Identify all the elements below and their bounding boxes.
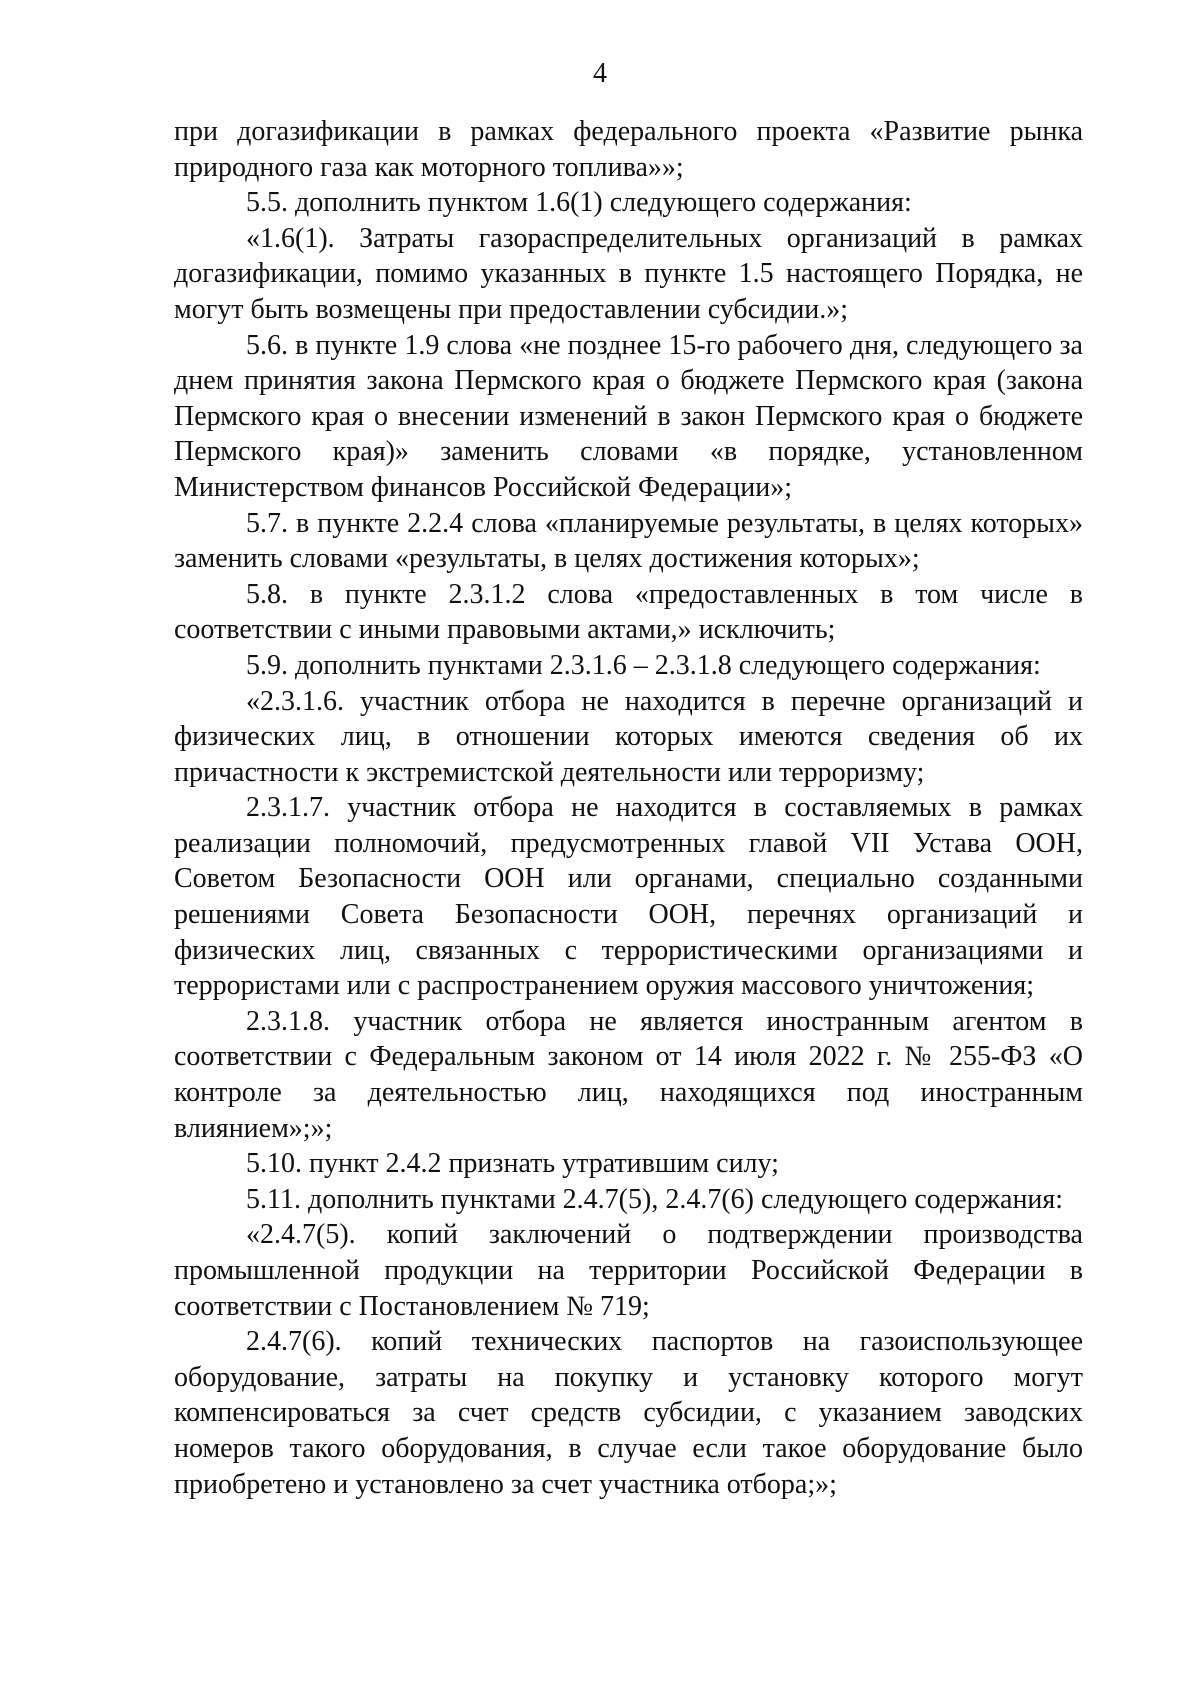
paragraph-14: 2.4.7(6). копий технических паспортов на газоиспользующее оборудование, затраты на покупку и установку которого могут компенсироваться за счет средств субсидии, с указанием заводских номеров такого оборудования, в случае если такое оборудование было приобретено и установлено за счет участника отбора;»;: [174, 1326, 1083, 1500]
paragraph-7: 5.9. дополнить пунктами 2.3.1.6 – 2.3.1.8 следующего содержания:: [246, 649, 1041, 681]
paragraph-13: «2.4.7(5). копий заключений о подтверждении производства промышленной продукции на территории Российской Федерации в соответствии с Постановлением № 719;: [174, 1219, 1083, 1322]
paragraph-1: при догазификации в рамках федерального проекта «Развитие рынка природного газа как моторного топлива»»;: [174, 116, 1083, 183]
paragraph-5: 5.7. в пункте 2.2.4 слова «планируемые результаты, в целях которых» заменить словами «результаты, в целях достижения которых»;: [174, 507, 1083, 575]
document-body: [174, 114, 1083, 1502]
paragraph-9: 2.3.1.7. участник отбора не находится в составляемых в рамках реализации полномочий, предусмотренных главой VII Устава ООН, Советом Безопасности ООН или органами, специально созданными решениями Совета Безопасности ООН, перечнях организаций и физических лиц, связанных с террористическими организациями и террористами или с распространением оружия массового уничтожения;: [174, 792, 1083, 1002]
paragraph-4: 5.6. в пункте 1.9 слова «не позднее 15-го рабочего дня, следующего за днем принятия закона Пермского края о бюджете Пермского края (закона Пермского края о внесении изменений в закон Пермского края о бюджете Пермского края)» заменить словами «в порядке, установленном Министерством финансов Российской Федерации»;: [174, 329, 1083, 503]
paragraph-11: 5.10. пункт 2.4.2 признать утратившим силу;: [246, 1148, 779, 1180]
paragraph-3: «1.6(1). Затраты газораспределительных организаций в рамках догазификации, помимо указанных в пункте 1.5 настоящего Порядка, не могут быть возмещены при предоставлении субсидии.»;: [174, 222, 1083, 325]
paragraph-2: 5.5. дополнить пунктом 1.6(1) следующего содержания:: [246, 187, 912, 219]
page-number: 4: [593, 58, 607, 89]
paragraph-6: 5.8. в пункте 2.3.1.2 слова «предоставленных в том числе в соответствии с иными правовыми актами,» исключить;: [174, 578, 1083, 646]
paragraph-12: 5.11. дополнить пунктами 2.4.7(5), 2.4.7(6) следующего содержания:: [246, 1183, 1064, 1215]
paragraph-8: «2.3.1.6. участник отбора не находится в перечне организаций и физических лиц, в отношении которых имеются сведения об их причастности к экстремистской деятельности или терроризму;: [174, 685, 1083, 788]
paragraph-10: 2.3.1.8. участник отбора не является иностранным агентом в соответствии с Федеральным законом от 14 июля 2022 г. № 255-ФЗ «О контроле за деятельностью лиц, находящихся под иностранным влиянием»;»;: [174, 1005, 1083, 1144]
